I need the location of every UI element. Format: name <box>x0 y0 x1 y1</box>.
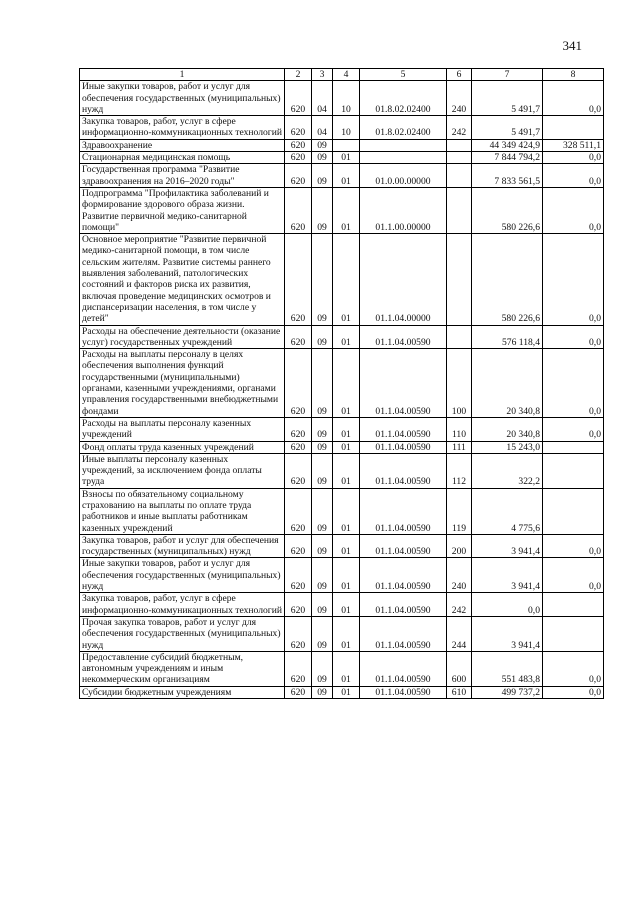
cell-subsection: 01 <box>333 441 360 453</box>
cell-expense-type: 111 <box>447 441 472 453</box>
cell-amount: 5 491,7 <box>472 81 543 116</box>
cell-target-article: 01.1.04.00590 <box>360 558 447 593</box>
column-header-amount-extra: 8 <box>543 69 604 81</box>
cell-subsection <box>333 139 360 151</box>
cell-ministry-code: 620 <box>285 164 312 188</box>
column-header-name: 1 <box>80 69 285 81</box>
cell-subsection: 01 <box>333 593 360 617</box>
cell-ministry-code: 620 <box>285 651 312 686</box>
cell-name: Расходы на выплаты персоналу в целях обеспечения выполнения функций государственными (муниципальными) органами, казенными учреждениями, органами управления государственными внебюджетными фондами <box>80 349 285 418</box>
cell-target-article: 01.1.04.00590 <box>360 325 447 349</box>
table-row <box>80 116 604 140</box>
cell-target-article: 01.1.04.00590 <box>360 417 447 441</box>
cell-target-article: 01.1.04.00590 <box>360 441 447 453</box>
cell-amount: 3 941,4 <box>472 558 543 593</box>
cell-name: Закупка товаров, работ, услуг в сфере информационно-коммуникационных технологий <box>80 593 285 617</box>
cell-amount-extra <box>543 488 604 534</box>
cell-target-article <box>360 152 447 164</box>
cell-amount: 15 243,0 <box>472 441 543 453</box>
cell-name: Прочая закупка товаров, работ и услуг для обеспечения государственных (муниципальных) нужд <box>80 616 285 651</box>
cell-target-article: 01.1.04.00590 <box>360 488 447 534</box>
cell-section: 04 <box>312 116 333 140</box>
cell-target-article <box>360 139 447 151</box>
cell-name: Расходы на обеспечение деятельности (оказание услуг) государственных учреждений <box>80 325 285 349</box>
cell-ministry-code: 620 <box>285 453 312 488</box>
cell-ministry-code: 620 <box>285 116 312 140</box>
cell-ministry-code: 620 <box>285 417 312 441</box>
cell-amount: 20 340,8 <box>472 417 543 441</box>
cell-amount-extra: 0,0 <box>543 558 604 593</box>
cell-section: 09 <box>312 234 333 325</box>
cell-amount: 551 483,8 <box>472 651 543 686</box>
cell-name: Иные закупки товаров, работ и услуг для обеспечения государственных (муниципальных) нужд <box>80 81 285 116</box>
cell-section: 09 <box>312 593 333 617</box>
cell-amount-extra: 0,0 <box>543 325 604 349</box>
cell-amount: 44 349 424,9 <box>472 139 543 151</box>
cell-ministry-code: 620 <box>285 534 312 558</box>
column-header-ministry-code: 2 <box>285 69 312 81</box>
budget-table <box>79 68 604 699</box>
cell-subsection: 01 <box>333 616 360 651</box>
cell-subsection: 10 <box>333 116 360 140</box>
cell-amount-extra: 0,0 <box>543 164 604 188</box>
table-row <box>80 651 604 686</box>
cell-amount: 580 226,6 <box>472 187 543 233</box>
cell-name: Закупка товаров, работ и услуг для обеспечения государственных (муниципальных) нужд <box>80 534 285 558</box>
cell-ministry-code: 620 <box>285 349 312 418</box>
table-row <box>80 488 604 534</box>
table-row <box>80 686 604 698</box>
cell-subsection: 01 <box>333 187 360 233</box>
column-header-target-article: 5 <box>360 69 447 81</box>
cell-section: 09 <box>312 453 333 488</box>
cell-expense-type <box>447 187 472 233</box>
cell-amount: 576 118,4 <box>472 325 543 349</box>
cell-subsection: 01 <box>333 488 360 534</box>
cell-subsection: 01 <box>333 152 360 164</box>
column-header-expense-type: 6 <box>447 69 472 81</box>
cell-subsection: 01 <box>333 534 360 558</box>
cell-amount-extra: 0,0 <box>543 152 604 164</box>
cell-subsection: 01 <box>333 164 360 188</box>
cell-ministry-code: 620 <box>285 234 312 325</box>
cell-expense-type: 100 <box>447 349 472 418</box>
cell-subsection: 01 <box>333 558 360 593</box>
cell-amount: 7 833 561,5 <box>472 164 543 188</box>
cell-amount-extra: 0,0 <box>543 187 604 233</box>
page-number: 341 <box>562 38 582 53</box>
cell-name: Государственная программа "Развитие здравоохранения на 2016–2020 годы" <box>80 164 285 188</box>
cell-section: 09 <box>312 325 333 349</box>
cell-name: Взносы по обязательному социальному страхованию на выплаты по оплате труда работников и иные выплаты работникам казенных учреждений <box>80 488 285 534</box>
table-row <box>80 349 604 418</box>
cell-section: 09 <box>312 488 333 534</box>
cell-section: 09 <box>312 441 333 453</box>
cell-section: 09 <box>312 152 333 164</box>
cell-target-article: 01.1.04.00590 <box>360 686 447 698</box>
cell-amount: 20 340,8 <box>472 349 543 418</box>
cell-ministry-code: 620 <box>285 558 312 593</box>
cell-name: Субсидии бюджетным учреждениям <box>80 686 285 698</box>
table-header-row <box>80 69 604 81</box>
column-header-amount: 7 <box>472 69 543 81</box>
cell-ministry-code: 620 <box>285 441 312 453</box>
cell-ministry-code: 620 <box>285 325 312 349</box>
cell-amount: 4 775,6 <box>472 488 543 534</box>
cell-expense-type: 119 <box>447 488 472 534</box>
cell-amount-extra: 0,0 <box>543 417 604 441</box>
cell-amount-extra <box>543 616 604 651</box>
cell-amount: 5 491,7 <box>472 116 543 140</box>
cell-amount: 3 941,4 <box>472 616 543 651</box>
cell-ministry-code: 620 <box>285 152 312 164</box>
cell-target-article: 01.1.04.00590 <box>360 651 447 686</box>
cell-ministry-code: 620 <box>285 686 312 698</box>
table-row <box>80 325 604 349</box>
cell-expense-type <box>447 152 472 164</box>
cell-target-article: 01.8.02.02400 <box>360 81 447 116</box>
cell-expense-type <box>447 139 472 151</box>
cell-name: Основное мероприятие "Развитие первичной медико-санитарной помощи, в том числе сельским жителям. Развитие системы раннего выявления заболеваний, патологических состояний и факторов риска их развития, включая проведение медицинских осмотров и диспансеризации населения, в том числе у детей" <box>80 234 285 325</box>
cell-amount: 322,2 <box>472 453 543 488</box>
cell-target-article: 01.1.04.00590 <box>360 534 447 558</box>
cell-expense-type: 240 <box>447 81 472 116</box>
cell-section: 09 <box>312 187 333 233</box>
cell-amount: 0,0 <box>472 593 543 617</box>
cell-amount: 580 226,6 <box>472 234 543 325</box>
cell-subsection: 01 <box>333 686 360 698</box>
cell-amount-extra: 0,0 <box>543 81 604 116</box>
cell-section: 09 <box>312 349 333 418</box>
cell-ministry-code: 620 <box>285 139 312 151</box>
cell-target-article: 01.1.04.00590 <box>360 453 447 488</box>
cell-name: Иные закупки товаров, работ и услуг для обеспечения государственных (муниципальных) нужд <box>80 558 285 593</box>
cell-ministry-code: 620 <box>285 81 312 116</box>
cell-expense-type: 240 <box>447 558 472 593</box>
cell-ministry-code: 620 <box>285 187 312 233</box>
cell-expense-type <box>447 164 472 188</box>
column-header-section: 3 <box>312 69 333 81</box>
column-header-subsection: 4 <box>333 69 360 81</box>
cell-amount-extra: 0,0 <box>543 534 604 558</box>
cell-amount-extra: 0,0 <box>543 651 604 686</box>
cell-name: Предоставление субсидий бюджетным, автономным учреждениям и иным некоммерческим организациям <box>80 651 285 686</box>
cell-amount: 7 844 794,2 <box>472 152 543 164</box>
cell-subsection: 01 <box>333 453 360 488</box>
cell-ministry-code: 620 <box>285 488 312 534</box>
cell-expense-type: 200 <box>447 534 472 558</box>
cell-amount: 499 737,2 <box>472 686 543 698</box>
cell-section: 09 <box>312 534 333 558</box>
cell-section: 04 <box>312 81 333 116</box>
cell-expense-type: 600 <box>447 651 472 686</box>
cell-subsection: 01 <box>333 325 360 349</box>
cell-expense-type: 244 <box>447 616 472 651</box>
cell-expense-type: 112 <box>447 453 472 488</box>
cell-target-article: 01.0.00.00000 <box>360 164 447 188</box>
cell-target-article: 01.1.04.00590 <box>360 593 447 617</box>
cell-subsection: 01 <box>333 651 360 686</box>
table-row <box>80 81 604 116</box>
table-row <box>80 441 604 453</box>
table-row <box>80 534 604 558</box>
cell-target-article: 01.1.04.00590 <box>360 349 447 418</box>
cell-amount-extra: 0,0 <box>543 234 604 325</box>
table-row <box>80 152 604 164</box>
cell-name: Расходы на выплаты персоналу казенных учреждений <box>80 417 285 441</box>
cell-section: 09 <box>312 616 333 651</box>
cell-amount-extra <box>543 441 604 453</box>
table-row <box>80 417 604 441</box>
cell-section: 09 <box>312 417 333 441</box>
cell-amount: 3 941,4 <box>472 534 543 558</box>
cell-expense-type: 242 <box>447 116 472 140</box>
cell-expense-type: 242 <box>447 593 472 617</box>
cell-subsection: 01 <box>333 349 360 418</box>
cell-ministry-code: 620 <box>285 616 312 651</box>
cell-target-article: 01.1.04.00000 <box>360 234 447 325</box>
cell-section: 09 <box>312 558 333 593</box>
cell-expense-type <box>447 325 472 349</box>
cell-name: Закупка товаров, работ, услуг в сфере информационно-коммуникационных технологий <box>80 116 285 140</box>
table-row <box>80 558 604 593</box>
cell-expense-type: 610 <box>447 686 472 698</box>
table-row <box>80 234 604 325</box>
cell-subsection: 01 <box>333 417 360 441</box>
cell-amount-extra: 328 511,1 <box>543 139 604 151</box>
table-row <box>80 164 604 188</box>
table-row <box>80 187 604 233</box>
cell-amount-extra <box>543 116 604 140</box>
cell-name: Стационарная медицинская помощь <box>80 152 285 164</box>
cell-section: 09 <box>312 164 333 188</box>
table-row <box>80 139 604 151</box>
cell-amount-extra: 0,0 <box>543 349 604 418</box>
cell-expense-type <box>447 234 472 325</box>
table-row <box>80 616 604 651</box>
cell-amount-extra <box>543 593 604 617</box>
cell-name: Фонд оплаты труда казенных учреждений <box>80 441 285 453</box>
table-row <box>80 593 604 617</box>
cell-name: Здравоохранение <box>80 139 285 151</box>
cell-target-article: 01.1.04.00590 <box>360 616 447 651</box>
table-row <box>80 453 604 488</box>
cell-subsection: 01 <box>333 234 360 325</box>
cell-ministry-code: 620 <box>285 593 312 617</box>
cell-expense-type: 110 <box>447 417 472 441</box>
cell-name: Иные выплаты персоналу казенных учреждений, за исключением фонда оплаты труда <box>80 453 285 488</box>
cell-target-article: 01.8.02.02400 <box>360 116 447 140</box>
cell-name: Подпрограмма "Профилактика заболеваний и формирование здорового образа жизни. Развитие первичной медико-санитарной помощи" <box>80 187 285 233</box>
cell-section: 09 <box>312 686 333 698</box>
cell-target-article: 01.1.00.00000 <box>360 187 447 233</box>
cell-amount-extra: 0,0 <box>543 686 604 698</box>
cell-section: 09 <box>312 651 333 686</box>
cell-subsection: 10 <box>333 81 360 116</box>
cell-section: 09 <box>312 139 333 151</box>
cell-amount-extra <box>543 453 604 488</box>
